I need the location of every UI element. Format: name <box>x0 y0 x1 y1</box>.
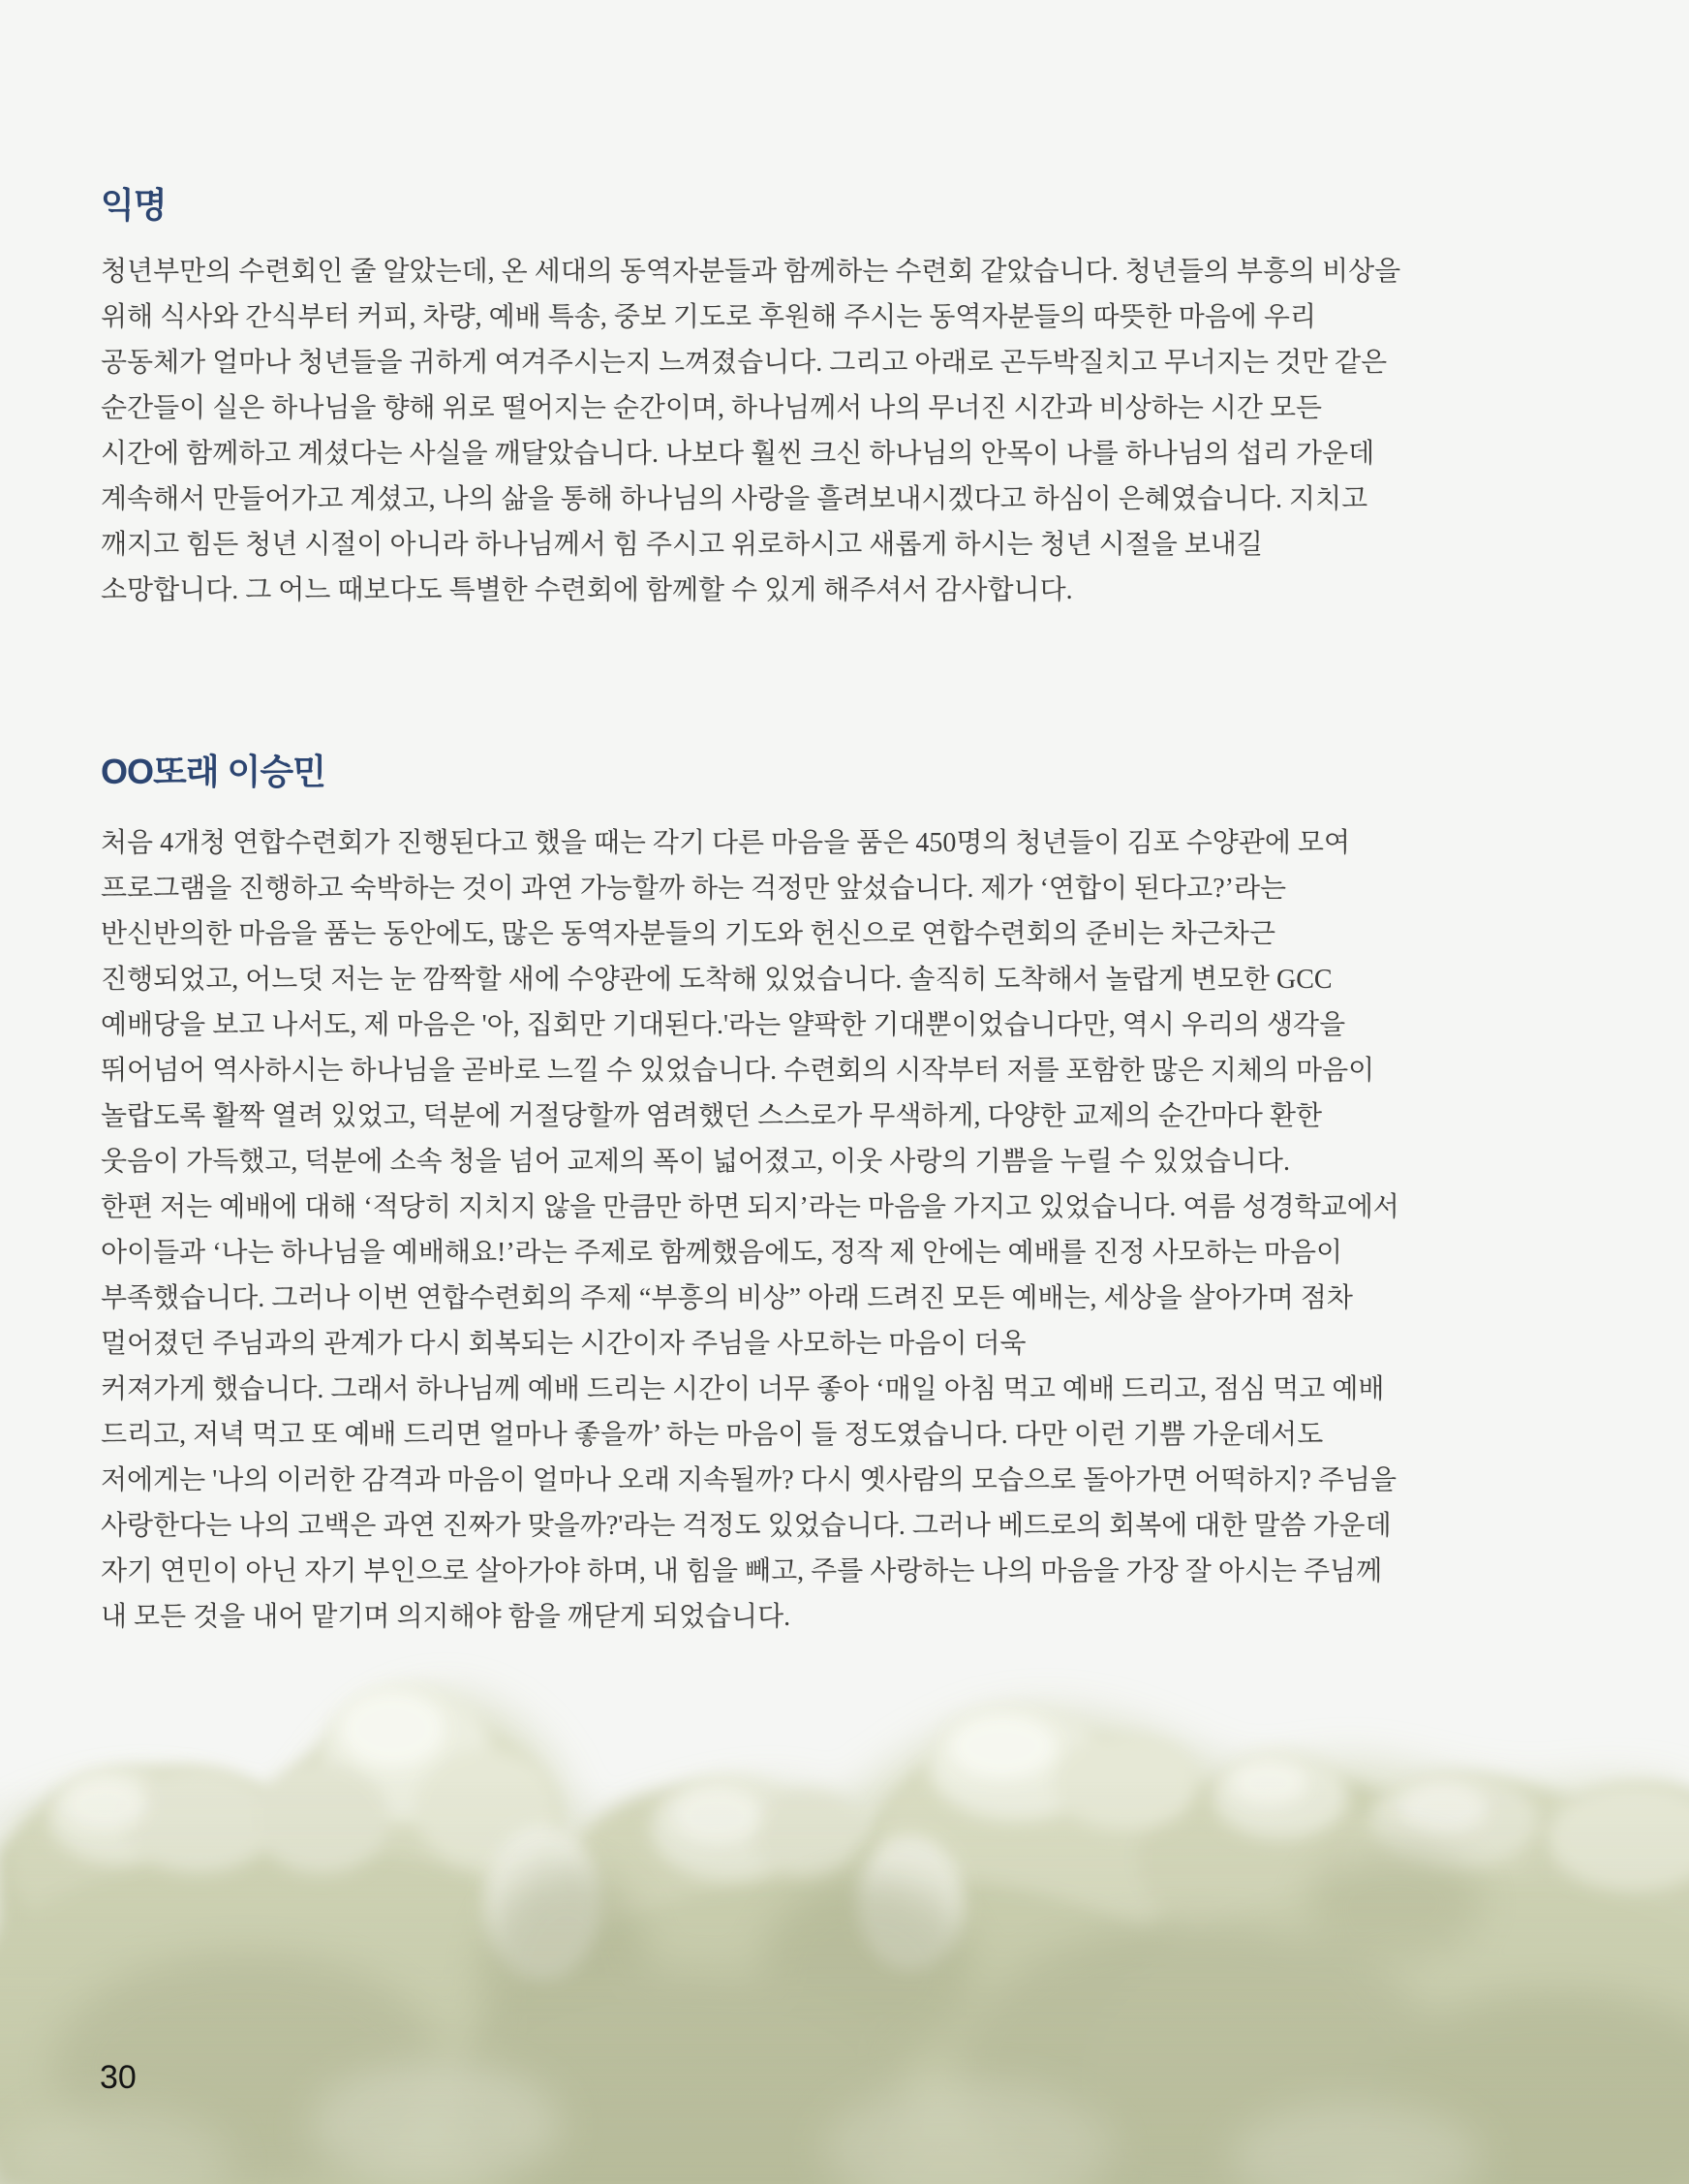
cloud-illustration <box>0 1584 1689 2184</box>
page-number: 30 <box>100 2059 137 2096</box>
section-heading-lee-seungmin: OO또래 이승민 <box>101 752 325 791</box>
testimony-text-anonymous: 청년부만의 수련회인 줄 알았는데, 온 세대의 동역자분들과 함께하는 수련회 같았습니다. 청년들의 부흥의 비상을 위해 식사와 간식부터 커피, 차량, 예배 특송, 중보 기도로 후원해 주시는 동역자분들의 따뜻한 마음에 우리 공동체가 얼마나 청년들을 귀하게 여겨주시는지 느껴졌습니다. 그리고 아래로 곤두박질치고 무너지는 것만 같은 순간들이 실은 하나님을 향해 위로 떨어지는 순간이며, 하나님께서 나의 무너진 시간과 비상하는 시간 모든 시간에 함께하고 계셨다는 사실을 깨달았습니다. 나보다 훨씬 크신 하나님의 안목이 나를 하나님의 섭리 가운데 계속해서 만들어가고 계셨고, 나의 삶을 통해 하나님의 사랑을 흘려보내시겠다고 하심이 은혜였습니다. 지치고 깨지고 힘든 청년 시절이 아니라 하나님께서 힘 주시고 위로하시고 새롭게 하시는 청년 시절을 보내길 소망합니다. 그 어느 때보다도 특별한 수련회에 함께할 수 있게 해주셔서 감사합니다. <box>101 257 1401 605</box>
section-heading-anonymous: 익명 <box>101 185 167 225</box>
testimony-text-lee-seungmin: 처음 4개청 연합수련회가 진행된다고 했을 때는 각기 다른 마음을 품은 450명의 청년들이 김포 수양관에 모여 프로그램을 진행하고 숙박하는 것이 과연 가능할까 하는 걱정만 앞섰습니다. 제가 ‘연합이 된다고?’라는 반신반의한 마음을 품는 동안에도, 많은 동역자분들의 기도와 헌신으로 연합수련회의 준비는 차근차근 진행되었고, 어느덧 저는 눈 깜짝할 새에 수양관에 도착해 있었습니다. 솔직히 도착해서 놀랍게 변모한 GCC 예배당을 보고 나서도, 제 마음은 '아, 집회만 기대된다.'라는 얄팍한 기대뿐이었습니다만, 역시 우리의 생각을 뛰어넘어 역사하시는 하나님을 곧바로 느낄 수 있었습니다. 수련회의 시작부터 저를 포함한 많은 지체의 마음이 놀랍도록 활짝 열려 있었고, 덕분에 거절당할까 염려했던 스스로가 무색하게, 다양한 교제의 순간마다 환한 웃음이 가득했고, 덕분에 소속 청을 넘어 교제의 폭이 넓어졌고, 이웃 사랑의 기쁨을 누릴 수 있었습니다. 한편 저는 예배에 대해 ‘적당히 지치지 않을 만큼만 하면 되지’라는 마음을 가지고 있었습니다. 여름 성경학교에서 아이들과 ‘나는 하나님을 예배해요!’라는 주제로 함께했음에도, 정작 제 안에는 예배를 진정 사모하는 마음이 부족했습니다. 그러나 이번 연합수련회의 주제 “부흥의 비상” 아래 드려진 모든 예배는, 세상을 살아가며 점차 멀어졌던 주님과의 관계가 다시 회복되는 시간이자 주님을 사모하는 마음이 더욱 커져가게 했습니다. 그래서 하나님께 예배 드리는 시간이 너무 좋아 ‘매일 아침 먹고 예배 드리고, 점심 먹고 예배 드리고, 저녁 먹고 또 예배 드리면 얼마나 좋을까’ 하는 마음이 들 정도였습니다. 다만 이런 기쁨 가운데서도 저에게는 '나의 이러한 감격과 마음이 얼마나 오래 지속될까? 다시 옛사람의 모습으로 돌아가면 어떡하지? 주님을 사랑한다는 나의 고백은 과연 진짜가 맞을까?'라는 걱정도 있었습니다. 그러나 베드로의 회복에 대한 말씀 가운데 자기 연민이 아닌 자기 부인으로 살아가야 하며, 내 힘을 빼고, 주를 사랑하는 나의 마음을 가장 잘 아시는 주님께 내 모든 것을 내어 맡기며 의지해야 함을 깨닫게 되었습니다. <box>101 828 1399 1632</box>
